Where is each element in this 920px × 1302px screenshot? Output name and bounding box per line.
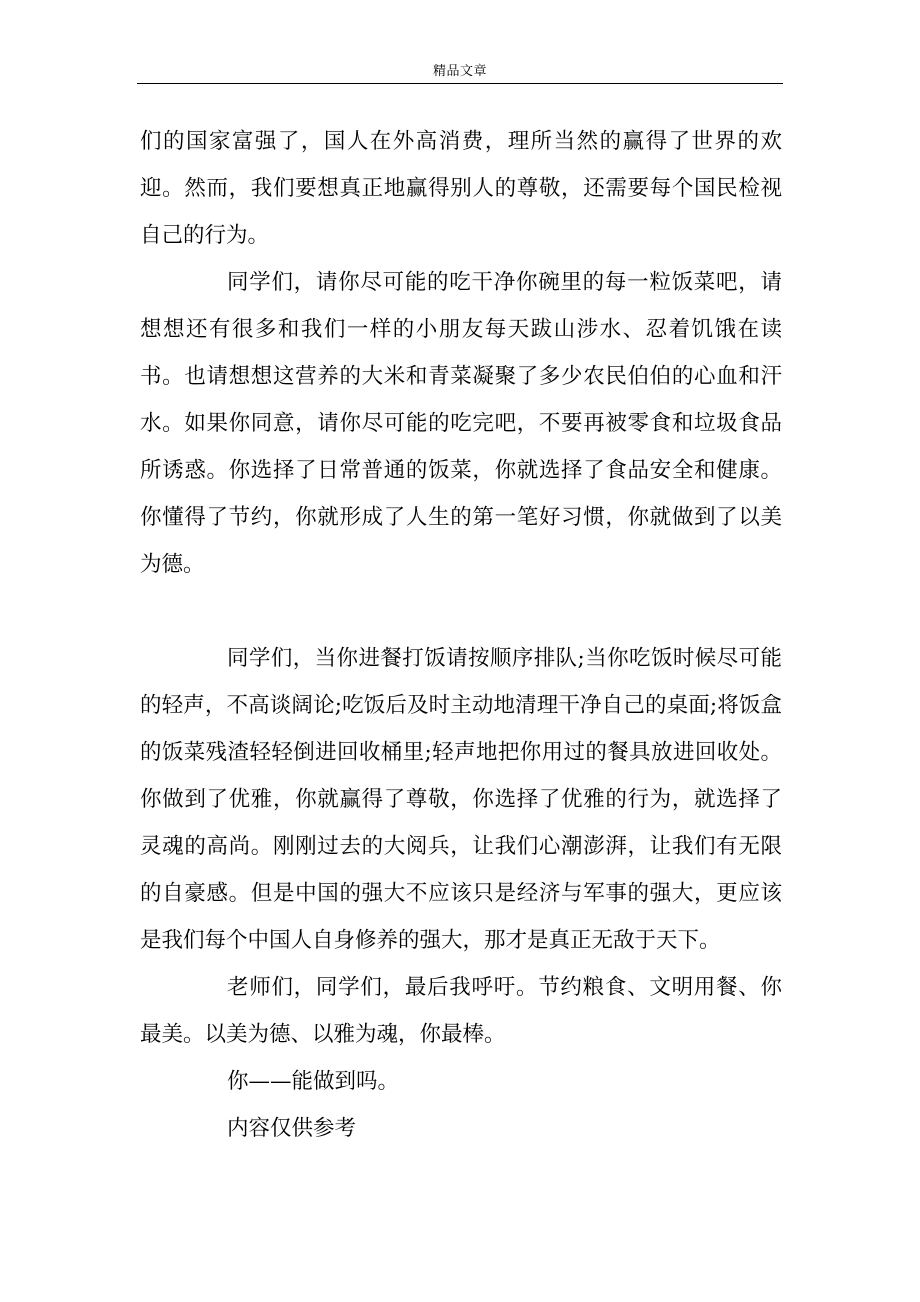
header-label: 精品文章 xyxy=(432,64,487,79)
body-text xyxy=(140,118,782,1152)
paragraph-finish-your-meal: 同学们，请你尽可能的吃干净你碗里的每一粒饭菜吧，请想想还有很多和我们一样的小朋友每天跋山涉水、忍着饥饿在读书。也请想想这营养的大米和青菜凝聚了多少农民伯伯的心血和汗水。如果你同意，请你尽可能的吃完吧，不要再被零食和垃圾食品所诱惑。你选择了日常普通的饭菜，你就选择了食品安全和健康。你懂得了节约，你就形成了人生的第一笔好习惯，你就做到了以美为德。 xyxy=(140,270,782,577)
paragraph-continuation: 们的国家富强了，国人在外高消费，理所当然的赢得了世界的欢迎。然而，我们要想真正地赢得别人的尊敬，还需要每个国民检视自己的行为。 xyxy=(140,129,782,248)
paragraph-closing-appeal: 老师们，同学们，最后我呼吁。节约粮食、文明用餐、你最美。以美为德、以雅为魂，你最棒。 xyxy=(140,975,782,1047)
header-rule xyxy=(137,83,783,84)
paragraph-disclaimer: 内容仅供参考 xyxy=(227,1116,357,1141)
paragraph-dining-etiquette: 同学们，当你进餐打饭请按顺序排队;当你吃饭时候尽可能的轻声，不高谈阔论;吃饭后及时主动地清理干净自己的桌面;将饭盒的饭菜残渣轻轻倒进回收桶里;轻声地把你用过的餐具放进回收处。你做到了优雅，你就赢得了尊敬，你选择了优雅的行为，就选择了灵魂的高尚。刚刚过去的大阅兵，让我们心潮澎湃，让我们有无限的自豪感。但是中国的强大不应该只是经济与军事的强大，更应该是我们每个中国人自身修养的强大，那才是真正无敌于天下。 xyxy=(140,646,782,953)
paragraph-question: 你——能做到吗。 xyxy=(227,1069,400,1094)
paragraph-gap xyxy=(140,588,782,635)
